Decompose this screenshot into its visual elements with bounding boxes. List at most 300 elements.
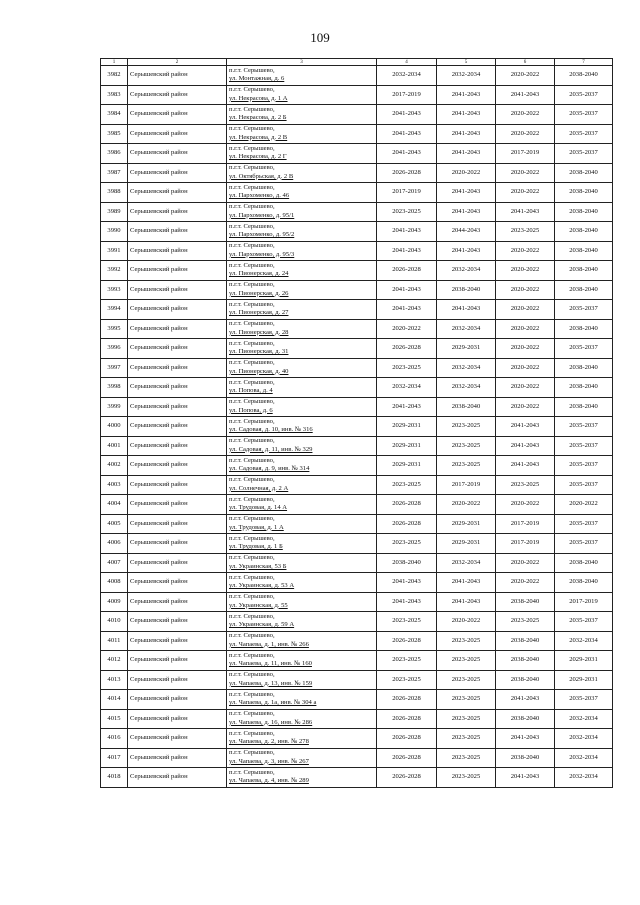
period-col6-cell: 2041-2043 [496,768,555,788]
table-row [101,495,613,515]
period-col5-cell: 2032-2034 [437,358,496,378]
page-number: 109 [310,30,330,45]
period-col7-cell: 2035-2037 [555,514,613,534]
row-number-cell: 4016 [101,729,128,749]
street-text: ул. Чапаева, д. 11, инв. № 160 [229,660,312,668]
period-col5-cell: 2023-2025 [437,748,496,768]
settlement-text: п.г.т. Серышево, [229,651,275,659]
address-cell [227,163,377,183]
period-col5-cell: 2020-2022 [437,612,496,632]
address-cell [227,768,377,788]
street-text: ул. Садовая, д. 9, инв. № 314 [229,465,310,473]
street-text: ул. Трудовая, д. 1 А [229,523,284,531]
table-row [101,378,613,398]
street-text: ул. Пионерская, д. 31 [229,348,289,356]
table-row [101,631,613,651]
period-col6-cell: 2038-2040 [496,592,555,612]
settlement-text: п.г.т. Серышево, [229,729,275,737]
row-number-cell: 4008 [101,573,128,593]
period-col5-cell: 2041-2043 [437,573,496,593]
period-col7-cell: 2038-2040 [555,319,613,339]
district-cell: Серышевский район [128,670,227,690]
district-cell: Серышевский район [128,436,227,456]
period-col5-cell: 2041-2043 [437,105,496,125]
district-cell: Серышевский район [128,183,227,203]
period-col6-cell: 2023-2025 [496,612,555,632]
period-col6-cell: 2038-2040 [496,709,555,729]
row-number-cell: 3992 [101,261,128,281]
district-cell: Серышевский район [128,261,227,281]
settlement-text: п.г.т. Серышево, [229,398,275,406]
table-row [101,124,613,144]
period-col4-cell: 2023-2025 [377,358,437,378]
period-col6-cell: 2017-2019 [496,514,555,534]
period-col5-cell: 2020-2022 [437,495,496,515]
street-text: ул. Пионерская, д. 28 [229,328,289,336]
period-col4-cell: 2041-2043 [377,397,437,417]
table-row [101,202,613,222]
address-cell [227,651,377,671]
address-cell [227,475,377,495]
period-col6-cell: 2020-2022 [496,280,555,300]
district-cell: Серышевский район [128,202,227,222]
district-cell: Серышевский район [128,163,227,183]
period-col6-cell: 2017-2019 [496,144,555,164]
settlement-text: п.г.т. Серышево, [229,476,275,484]
settlement-text: п.г.т. Серышево, [229,554,275,562]
district-cell: Серышевский район [128,456,227,476]
district-cell: Серышевский район [128,631,227,651]
period-col5-cell: 2023-2025 [437,456,496,476]
row-number-cell: 4004 [101,495,128,515]
settlement-text: п.г.т. Серышево, [229,203,275,211]
row-number-cell: 4001 [101,436,128,456]
period-col4-cell: 2041-2043 [377,144,437,164]
period-col6-cell: 2038-2040 [496,631,555,651]
settlement-text: п.г.т. Серышево, [229,612,275,620]
address-cell [227,183,377,203]
table-row [101,612,613,632]
period-col5-cell: 2023-2025 [437,768,496,788]
row-number-cell: 4006 [101,534,128,554]
street-text: ул. Чапаева, д. 3, инв. № 267 [229,757,309,765]
district-cell: Серышевский район [128,709,227,729]
table-row [101,339,613,359]
address-cell [227,417,377,437]
row-number-cell: 3995 [101,319,128,339]
row-number-cell: 3988 [101,183,128,203]
address-cell [227,534,377,554]
address-cell [227,592,377,612]
period-col5-cell: 2041-2043 [437,202,496,222]
district-cell: Серышевский район [128,105,227,125]
settlement-text: п.г.т. Серышево, [229,183,275,191]
period-col6-cell: 2020-2022 [496,573,555,593]
row-number-cell: 4017 [101,748,128,768]
address-cell [227,144,377,164]
table-row [101,144,613,164]
table-row [101,241,613,261]
period-col7-cell: 2029-2031 [555,651,613,671]
period-col5-cell: 2032-2034 [437,66,496,86]
period-col4-cell: 2032-2034 [377,66,437,86]
address-cell [227,261,377,281]
period-col6-cell: 2020-2022 [496,183,555,203]
period-col6-cell: 2020-2022 [496,241,555,261]
settlement-text: п.г.т. Серышево, [229,417,275,425]
period-col7-cell: 2035-2037 [555,124,613,144]
row-number-cell: 3990 [101,222,128,242]
street-text: ул. Украинская, д. 55 [229,601,288,609]
period-col5-cell: 2023-2025 [437,709,496,729]
period-col5-cell: 2023-2025 [437,631,496,651]
address-cell [227,573,377,593]
street-text: ул. Украинская, 53 Б [229,562,287,570]
period-col5-cell: 2041-2043 [437,85,496,105]
street-text: ул. Попова, д. 4 [229,387,273,395]
district-cell: Серышевский район [128,768,227,788]
district-cell: Серышевский район [128,553,227,573]
district-cell: Серышевский район [128,241,227,261]
address-cell [227,202,377,222]
street-text: ул. Пионерская, д. 40 [229,367,289,375]
settlement-text: п.г.т. Серышево, [229,632,275,640]
district-cell: Серышевский район [128,514,227,534]
period-col7-cell: 2032-2034 [555,709,613,729]
table-row [101,397,613,417]
period-col5-cell: 2029-2031 [437,514,496,534]
period-col6-cell: 2020-2022 [496,66,555,86]
address-cell [227,709,377,729]
period-col6-cell: 2020-2022 [496,378,555,398]
row-number-cell: 3991 [101,241,128,261]
table-row [101,690,613,710]
settlement-text: п.г.т. Серышево, [229,144,275,152]
period-col4-cell: 2041-2043 [377,300,437,320]
period-col6-cell: 2038-2040 [496,670,555,690]
column-number: 4 [377,59,437,66]
period-col4-cell: 2023-2025 [377,612,437,632]
district-cell: Серышевский район [128,495,227,515]
street-text: ул. Некрасова, д. 2 Б [229,114,287,122]
period-col7-cell: 2032-2034 [555,768,613,788]
settlement-text: п.г.т. Серышево, [229,437,275,445]
period-col7-cell: 2038-2040 [555,183,613,203]
period-col4-cell: 2026-2028 [377,261,437,281]
settlement-text: п.г.т. Серышево, [229,573,275,581]
row-number-cell: 4015 [101,709,128,729]
column-number: 2 [128,59,227,66]
period-col4-cell: 2026-2028 [377,339,437,359]
period-col6-cell: 2041-2043 [496,202,555,222]
period-col4-cell: 2020-2022 [377,319,437,339]
street-text: ул. Садовая, д. 10, инв. № 316 [229,426,313,434]
table-row [101,651,613,671]
street-text: ул. Пархоменко, д. 95/2 [229,231,295,239]
street-text: ул. Попова, д. 6 [229,406,273,414]
period-col4-cell: 2041-2043 [377,222,437,242]
street-text: ул. Чапаева, д. 1а, инв. № 304 а [229,699,317,707]
settlement-text: п.г.т. Серышево, [229,164,275,172]
table-row [101,280,613,300]
period-col4-cell: 2023-2025 [377,534,437,554]
street-text: ул. Садовая, д. 11, инв. № 329 [229,445,313,453]
settlement-text: п.г.т. Серышево, [229,125,275,133]
row-number-cell: 4012 [101,651,128,671]
district-cell: Серышевский район [128,592,227,612]
table-row [101,261,613,281]
address-cell [227,456,377,476]
district-cell: Серышевский район [128,651,227,671]
period-col7-cell: 2038-2040 [555,163,613,183]
period-col5-cell: 2041-2043 [437,183,496,203]
row-number-cell: 4013 [101,670,128,690]
period-col7-cell: 2029-2031 [555,670,613,690]
period-col6-cell: 2038-2040 [496,748,555,768]
housing-register-table [100,58,613,788]
settlement-text: п.г.т. Серышево, [229,339,275,347]
district-cell: Серышевский район [128,300,227,320]
table-row [101,748,613,768]
period-col4-cell: 2041-2043 [377,280,437,300]
period-col5-cell: 2041-2043 [437,241,496,261]
table-row [101,729,613,749]
period-col4-cell: 2029-2031 [377,436,437,456]
period-col4-cell: 2041-2043 [377,105,437,125]
column-number: 5 [437,59,496,66]
street-text: ул. Некрасова, д. 2 В [229,133,288,141]
period-col5-cell: 2020-2022 [437,163,496,183]
period-col6-cell: 2020-2022 [496,553,555,573]
column-number: 7 [555,59,613,66]
settlement-text: п.г.т. Серышево, [229,320,275,328]
column-number: 3 [227,59,377,66]
district-cell: Серышевский район [128,280,227,300]
street-text: ул. Трудовая, д. 14 А [229,504,288,512]
street-text: ул. Чапаева, д. 2, инв. № 278 [229,738,309,746]
row-number-cell: 3997 [101,358,128,378]
period-col4-cell: 2026-2028 [377,495,437,515]
period-col4-cell: 2038-2040 [377,553,437,573]
period-col7-cell: 2035-2037 [555,300,613,320]
address-cell [227,105,377,125]
period-col7-cell: 2035-2037 [555,534,613,554]
period-col5-cell: 2023-2025 [437,690,496,710]
period-col6-cell: 2020-2022 [496,319,555,339]
table-row [101,300,613,320]
address-cell [227,748,377,768]
period-col5-cell: 2041-2043 [437,592,496,612]
district-cell: Серышевский район [128,397,227,417]
district-cell: Серышевский район [128,339,227,359]
row-number-cell: 4005 [101,514,128,534]
address-cell [227,280,377,300]
period-col4-cell: 2026-2028 [377,768,437,788]
period-col5-cell: 2032-2034 [437,319,496,339]
period-col6-cell: 2020-2022 [496,339,555,359]
period-col5-cell: 2023-2025 [437,436,496,456]
street-text: ул. Чапаева, д. 1, инв. № 266 [229,640,309,648]
table-row [101,768,613,788]
street-text: ул. Украинская, д. 59 А [229,621,295,629]
settlement-text: п.г.т. Серышево, [229,768,275,776]
table-row [101,105,613,125]
period-col5-cell: 2029-2031 [437,339,496,359]
table-row [101,222,613,242]
period-col5-cell: 2041-2043 [437,144,496,164]
table-row [101,85,613,105]
street-text: ул. Солнечная, д. 2 А [229,484,289,492]
period-col5-cell: 2023-2025 [437,417,496,437]
street-text: ул. Октябрьская, д. 2 В [229,172,294,180]
period-col6-cell: 2020-2022 [496,261,555,281]
street-text: ул. Некрасова, д. 1 А [229,94,288,102]
district-cell: Серышевский район [128,66,227,86]
row-number-cell: 3986 [101,144,128,164]
settlement-text: п.г.т. Серышево, [229,242,275,250]
district-cell: Серышевский район [128,475,227,495]
period-col7-cell: 2038-2040 [555,202,613,222]
period-col5-cell: 2032-2034 [437,378,496,398]
row-number-cell: 4009 [101,592,128,612]
settlement-text: п.г.т. Серышево, [229,222,275,230]
table-row [101,417,613,437]
period-col6-cell: 2020-2022 [496,300,555,320]
period-col4-cell: 2026-2028 [377,631,437,651]
row-number-cell: 3996 [101,339,128,359]
district-cell: Серышевский район [128,612,227,632]
period-col6-cell: 2041-2043 [496,729,555,749]
period-col7-cell: 2038-2040 [555,378,613,398]
row-number-cell: 3999 [101,397,128,417]
period-col4-cell: 2041-2043 [377,241,437,261]
period-col6-cell: 2020-2022 [496,163,555,183]
period-col7-cell: 2035-2037 [555,144,613,164]
settlement-text: п.г.т. Серышево, [229,534,275,542]
address-cell [227,300,377,320]
period-col4-cell: 2026-2028 [377,514,437,534]
period-col6-cell: 2020-2022 [496,358,555,378]
street-text: ул. Пионерская, д. 27 [229,309,289,317]
period-col5-cell: 2044-2043 [437,222,496,242]
address-cell [227,495,377,515]
period-col7-cell: 2035-2037 [555,456,613,476]
period-col5-cell: 2023-2025 [437,670,496,690]
period-col4-cell: 2023-2025 [377,202,437,222]
period-col6-cell: 2020-2022 [496,495,555,515]
address-cell [227,222,377,242]
period-col6-cell: 2023-2025 [496,222,555,242]
street-text: ул. Некрасова, д. 2 Г [229,153,287,161]
row-number-cell: 4000 [101,417,128,437]
period-col6-cell: 2041-2043 [496,436,555,456]
period-col7-cell: 2038-2040 [555,573,613,593]
period-col5-cell: 2038-2040 [437,397,496,417]
district-cell: Серышевский район [128,85,227,105]
period-col7-cell: 2038-2040 [555,397,613,417]
street-text: ул. Трудовая, д. 1 Б [229,543,283,551]
address-cell [227,690,377,710]
period-col6-cell: 2020-2022 [496,105,555,125]
settlement-text: п.г.т. Серышево, [229,378,275,386]
period-col6-cell: 2038-2040 [496,651,555,671]
period-col7-cell: 2035-2037 [555,690,613,710]
street-text: ул. Чапаева, д. 13, инв. № 159 [229,679,313,687]
street-text: ул. Чапаева, д. 16, инв. № 286 [229,718,313,726]
street-text: ул. Пионерская, д. 26 [229,289,289,297]
address-cell [227,514,377,534]
period-col5-cell: 2029-2031 [437,534,496,554]
period-col7-cell: 2035-2037 [555,436,613,456]
district-cell: Серышевский район [128,124,227,144]
table-row [101,670,613,690]
period-col6-cell: 2020-2022 [496,124,555,144]
settlement-text: п.г.т. Серышево, [229,66,275,74]
settlement-text: п.г.т. Серышево, [229,281,275,289]
period-col5-cell: 2041-2043 [437,124,496,144]
district-cell: Серышевский район [128,358,227,378]
period-col6-cell: 2041-2043 [496,417,555,437]
row-number-cell: 3987 [101,163,128,183]
address-cell [227,241,377,261]
table-row [101,66,613,86]
settlement-text: п.г.т. Серышево, [229,593,275,601]
address-cell [227,319,377,339]
period-col5-cell: 2023-2025 [437,729,496,749]
district-cell: Серышевский район [128,144,227,164]
row-number-cell: 3985 [101,124,128,144]
period-col4-cell: 2026-2028 [377,690,437,710]
table-row [101,709,613,729]
table-row [101,534,613,554]
period-col7-cell: 2038-2040 [555,66,613,86]
period-col4-cell: 2026-2028 [377,748,437,768]
period-col4-cell: 2023-2025 [377,651,437,671]
row-number-cell: 4007 [101,553,128,573]
settlement-text: п.г.т. Серышево, [229,105,275,113]
table-row [101,163,613,183]
period-col7-cell: 2035-2037 [555,417,613,437]
period-col7-cell: 2017-2019 [555,592,613,612]
address-cell [227,358,377,378]
period-col7-cell: 2035-2037 [555,105,613,125]
period-col4-cell: 2041-2043 [377,573,437,593]
street-text: ул. Пархоменко, д. 95/1 [229,211,295,219]
period-col4-cell: 2017-2019 [377,183,437,203]
table-row [101,436,613,456]
address-cell [227,612,377,632]
period-col4-cell: 2029-2031 [377,417,437,437]
address-cell [227,124,377,144]
period-col4-cell: 2029-2031 [377,456,437,476]
address-cell [227,66,377,86]
street-text: ул. Украинская, д. 53 А [229,582,295,590]
settlement-text: п.г.т. Серышево, [229,515,275,523]
settlement-text: п.г.т. Серышево, [229,710,275,718]
row-number-cell: 3982 [101,66,128,86]
address-cell [227,631,377,651]
settlement-text: п.г.т. Серышево, [229,495,275,503]
row-number-cell: 4003 [101,475,128,495]
period-col7-cell: 2032-2034 [555,631,613,651]
settlement-text: п.г.т. Серышево, [229,671,275,679]
period-col4-cell: 2026-2028 [377,709,437,729]
street-text: ул. Монтажная, д. 6 [229,75,285,83]
row-number-cell: 3984 [101,105,128,125]
period-col7-cell: 2038-2040 [555,553,613,573]
period-col4-cell: 2032-2034 [377,378,437,398]
column-number-row [101,59,613,66]
